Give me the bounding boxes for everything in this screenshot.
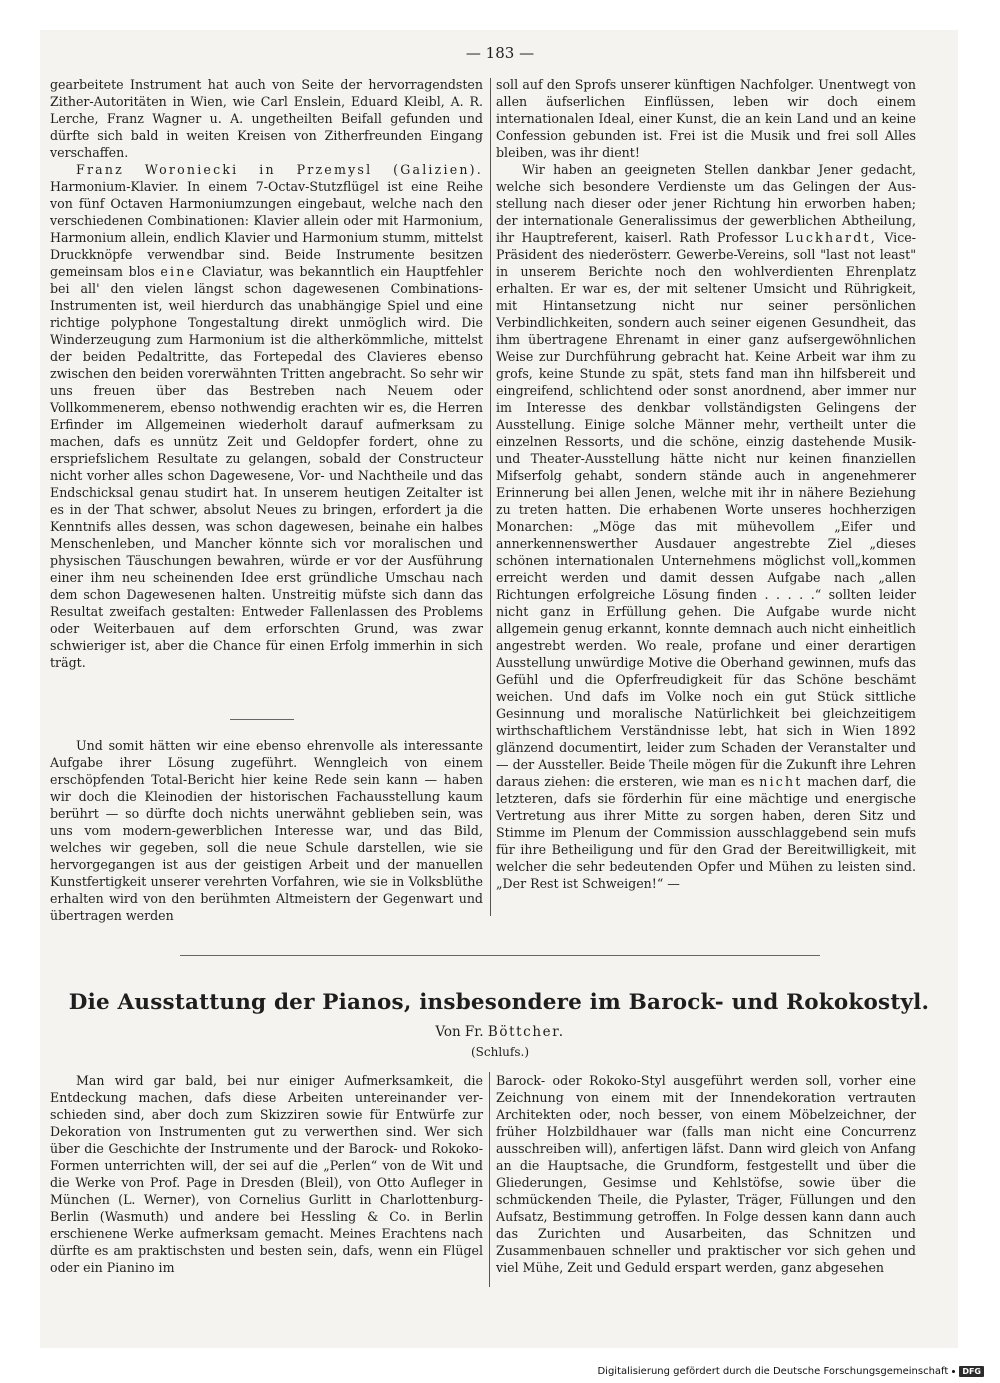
exhibitor-name: Franz Woroniecki in Przemysl (Galizien). (76, 162, 483, 177)
column-divider (490, 78, 491, 916)
credit-text: Digitalisierung gefördert durch die Deutsche Forschungsgemeinschaft (597, 1366, 949, 1377)
bottom-right-column (496, 1072, 916, 1276)
article-byline: Von Fr. Böttcher. (435, 1024, 565, 1040)
dfg-logo-icon: DFG (959, 1366, 984, 1377)
author-name: Böttcher. (487, 1024, 565, 1040)
digitization-credit (597, 1366, 984, 1377)
paragraph: gearbeitete Instrument hat auch von Seite der hervorragendsten Zither-Autoritäten in Wien, wie Carl Enslein, Eduard Kleibl, A. R. Lerche, Franz Wagner u. A. ungetheilten Beifall gefunden und dürfte sich bald in weiten Kreisen von Zitherfreunden Eingang verschaffen. (50, 77, 483, 160)
page-number: — 183 — (465, 44, 535, 62)
column-divider (489, 1072, 490, 1287)
section-divider (230, 719, 294, 720)
article-subtitle: (Schlufs.) (470, 1045, 529, 1059)
top-left-column (50, 76, 483, 671)
paragraph: Barock- oder Rokoko-Styl ausgeführt werden soll, vorher eine Zeichnung von einem mit der Innendekoration vertrauten Architekten oder, noch besser, von einem Möbelzeichner, der früher Holzbildhauer war (falls man nicht eine Concurrenz ausschreiben will), anfertigen läfst. Dann wird gleich von Anfang an die Hauptsache, die Grundform, festgestellt und über die Gliederungen, Gesimse und Kehlstöfse, sowie über die schmückenden Theile, die Pylaster, Träger, Füllungen und den Aufsatz, Bestimmung getroffen. In Folge dessen kann dann auch das Zurichten und Ausarbeiten, das Schnitzen und Zusammenbauen schneller und praktischer vor sich gehen und viel Mühe, Zeit und Geduld erspart werden, ganz abgesehen (496, 1073, 916, 1275)
separator-dot-icon (952, 1370, 955, 1373)
paragraph: Und somit hätten wir eine ebenso ehrenvolle als interessante Aufgabe ihrer Lösung zugeführt. Wenngleich von einem erschöpfenden Total-Bericht hier keine Rede sein kann — haben wir doch die Kleinodien der historischen Fachausstellung kaum berührt — so dürfte doch nichts unerwähnt geblieben sein, was uns vom modern-gewerblichen Interesse war, und das Bild, welches wir gegeben, soll die neue Schule darstellen, wie sie hervorgegangen ist aus der geistigen Arbeit und der manuellen Kunstfertigkeit unserer verehrten Vorfahren, wie sie in Volksblüthe erhalten wird von den berühmten Altmeistern der Gegenwart und übertragen werden (50, 738, 483, 923)
paragraph: soll auf den Sprofs unserer künftigen Nachfolger. Unentwegt von allen äufserlichen Einflüssen, leben wir doch einem internationalen Ideal, einer Kunst, die an kein Land und an keine Confession gebunden ist. Frei ist die Musik und frei soll Alles bleiben, was ihr dient! (496, 77, 916, 160)
article-title: Die Ausstattung der Pianos, insbesondere im Barock- und Rokokostyl. (68, 990, 930, 1015)
bottom-left-column (50, 1072, 483, 1276)
article-separator (180, 955, 820, 956)
paragraph: Man wird gar bald, bei nur einiger Aufmerksamkeit, die Entdeckung machen, dafs diese Arbeiten untereinander verschieden sind, aber doch zum Skizziren sowie für Entwürfe zur Dekoration von Instrumenten gut zu verwerthen sind. Wer sich über die Geschichte der Instrumente und der Barock- und Rokoko-Formen unterrichten will, der sei auf die „Perlen“ von de Wit und die Werke von Prof. Page in Dresden (Bleil), von Otto Aufleger in München (L. Werner), von Cornelius Gurlitt in Charlottenburg-Berlin (Wasmuth) und andere bei Hessling & Co. in Berlin erschienene Werke aufmerksam gemacht. Meines Erachtens nach dürfte es am praktischsten und besten sein, dafs, wenn ein Flügel oder ein Pianino im (50, 1073, 483, 1275)
paragraph: Franz Woroniecki in Przemysl (Galizien). Harmonium-Klavier. In einem 7-Octav-Stutzflügel ist eine Reihe von fünf Octaven Harmoniumzungen eingebaut, welche nach den verschiedenen Combinationen: Klavier allein oder mit Harmonium, Harmonium allein, endlich Klavier und Harmonium stumm, mittelst Druckknöpfe verwendbar sind. Beide Instrumente besitzen gemeinsam blos eine Claviatur, was bekanntlich ein Hauptfehler bei all' den vielen längst schon dagewesenen Combinations-Instrumenten ist, weil hierdurch das unabhängige Spiel und eine richtige polyphone Tongestaltung direkt unmöglich wird. Die Winderzeugung zum Harmonium ist die altherkömmliche, mittelst der beiden Pedaltritte, das Fortepedal des Clavieres ebenso zwischen den beiden vorerwähnten Tritten angebracht. So sehr wir uns freuen über das Bestreben nach Neuem oder Vollkommenerem, ebenso nothwendig erachten wir es, die Herren Erfinder im Allgemeinen wiederholt darauf aufmerksam zu machen, dafs es unnütz Zeit und Geldopfer fordert, ohne zu erspriefslichem Resultate zu gelangen, sobald der Constructeur nicht vorher alles schon Dagewesene, Vor- und Nachtheile und das Endschicksal genau studirt hat. In unserem heutigen Zeitalter ist es in der That schwer, absolut Neues zu bringen, erfordert ja die Kenntnifs alles dessen, was schon dagewesen, beinahe ein halbes Menschenleben, und Mancher könnte sich vor moralischen und physischen Täuschungen bewahren, würde er vor der Ausführung einer ihm neu scheinenden Idee erst gründliche Umschau nach dem schon Dagewesenen halten. Unstreitig müfste sich dann das Resultat zweifach gestalten: Entweder Fallenlassen des Problems oder Weiterbauen auf dem erforschten Grund, was zwar schwieriger ist, aber die Chance für einen Erfolg immerhin in sich trägt. (50, 162, 483, 670)
top-right-column (496, 76, 916, 892)
paragraph: Wir haben an geeigneten Stellen dankbar Jener gedacht, welche sich besondere Verdienste um das Gelingen der Ausstellung nach dieser oder jener Richtung hin erworben haben; der internationale Generalissimus der gewerblichen Abtheilung, ihr Hauptreferent, kaiserl. Rath Professor Luckhardt, Vice-Präsident des niederösterr. Gewerbe-Vereins, soll "last not least" in unserem Berichte noch den wohlverdienten Ehrenplatz erhalten. Er war es, der mit seltener Umsicht und Rührigkeit, mit Hintansetzung nicht nur seiner persönlichen Verbindlichkeiten, sondern auch seiner eigenen Gesundheit, das ihm übertragene Ehrenamt in einer ganz aufsergewöhnlichen Weise zur Durchführung gebracht hat. Keine Arbeit war ihm zu grofs, keine Stunde zu spät, stets fand man ihn hilfsbereit und eingreifend, schlichtend oder sonst anordnend, aber immer nur im Interesse des denkbar vollständigsten Gelingens der Ausstellung. Einige solche Männer mehr, vertheilt unter die einzelnen Ressorts, und die schöne, einzig dastehende Musik- und Theater-Ausstellung hätte nicht nur keinen finanziellen Mifserfolg gehabt, sondern stände auch in angenehmerer Erinnerung bei allen Jenen, welche mit ihr in nähere Beziehung zu treten hatten. Die erhabenen Worte unseres hochherzigen Monarchen: „Möge das mit mühevollem „Eifer und annerkennenswerther Ausdauer angestrebte Ziel „dieses schönen internationalen Unternehmens möglichst voll„kommen erreicht werden und damit dessen Aufgabe nach „allen Richtungen erfolgreiche Lösung finden . . . . .“ sollten leider nicht ganz in Erfüllung gehen. Die Aufgabe wurde nicht allgemein genug erkannt, konnte demnach auch nicht einheitlich angestrebt werden. Wo reale, profane und einer derartigen Ausstellung unwürdige Motive die Oberhand gewinnen, mufs das Gefühl und die Opferfreudigkeit für das Schöne beschämt weichen. Und dafs im Volke noch ein gut Stück sittliche Gesinnung und moralische Natürlichkeit bei gleichzeitigem wirthschaftlichem Verständnisse lebt, hat sich in Wien 1892 glänzend documentirt, leider zum Schaden der Veranstalter und — der Aussteller. Beide Theile mögen für die Zukunft ihre Lehren daraus ziehen: die ersteren, wie man es nicht machen darf, die letzteren, dafs sie förderhin für eine mächtige und energische Vertretung aus ihrer Mitte zu sorgen haben, deren Sitz und Stimme im Plenum der Commission ausschlaggebend sein mufs für ihre Betheiligung und für den Grad der Bereitwilligkeit, mit welcher die sehr bedeutenden Opfer und Mühen zu leisten sind. „Der Rest ist Schweigen!“ — (496, 162, 916, 891)
top-left-column-end (50, 737, 483, 924)
